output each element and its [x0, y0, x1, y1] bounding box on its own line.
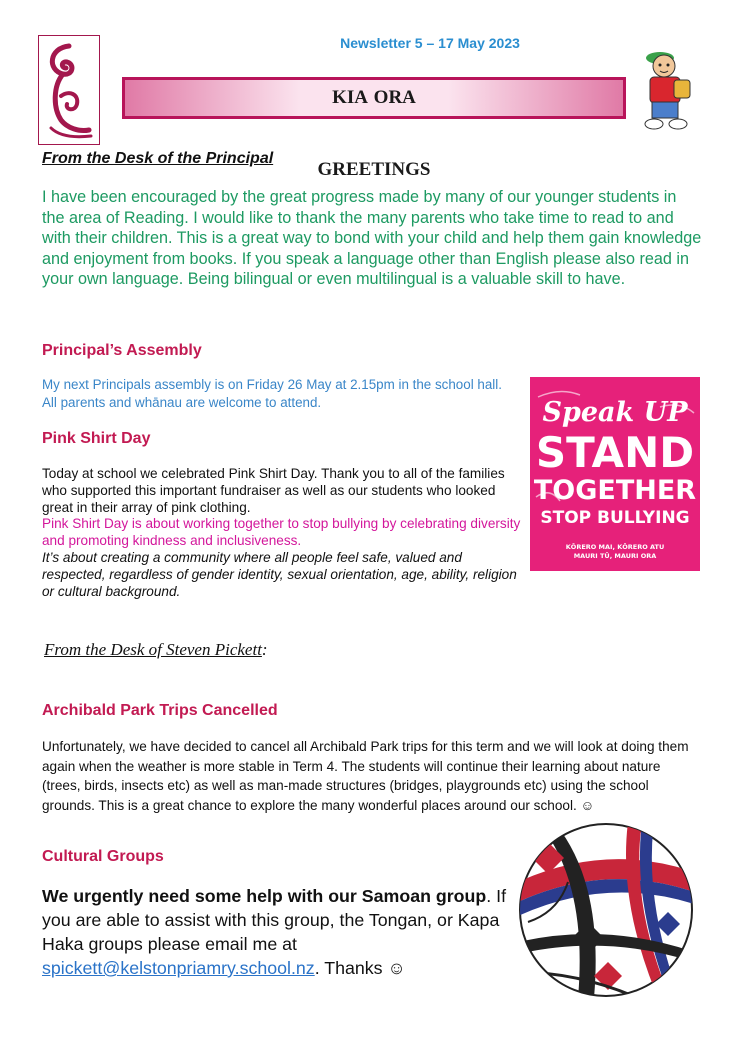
cultural-groups-heading: Cultural Groups — [42, 848, 164, 865]
cultural-thanks: . Thanks ☺ — [314, 958, 406, 978]
cultural-body-text: . If you are able to assist with this group, the Tongan, or Kapa Haka groups please email me at — [42, 886, 507, 954]
banner-greetings: GREETINGS — [317, 159, 431, 180]
cultural-groups-text — [42, 884, 522, 980]
principal-intro: I have been encouraged by the great progress made by many of our younger students in the area of Reading. I would like to thank the many parents who take time to read to and with their children. This is a great way to bond with your child and help them gain knowledge and enjoyment from books. If you speak a language other than English please also read in your own language. Being bilingual or even multilingual is a valuable skill to have. — [42, 188, 702, 289]
archibald-heading: Archibald Park Trips Cancelled — [42, 702, 278, 719]
pink-shirt-para-1: Today at school we celebrated Pink Shirt Day. Thank you to all of the families who supported this important fundraiser as well as our students who looked great in their array of pink clothing. — [42, 466, 505, 515]
pickett-heading — [44, 640, 268, 660]
poster-line-5: KŌRERO MAI, KŌRERO ATU — [565, 543, 665, 551]
pink-shirt-para-2: Pink Shirt Day is about working together to stop bullying by celebrating diversity and promoting kindness and inclusiveness. — [42, 516, 521, 549]
pink-shirt-para-3: It’s about creating a community where all people feel safe, valued and respected, regardless of gender identity, sexual orientation, age, ability, religion or cultural background. — [42, 549, 517, 599]
poster-line-4: STOP BULLYING — [540, 508, 690, 528]
poster-line-3: TOGETHER — [533, 475, 697, 506]
pickett-heading-colon: : — [261, 640, 268, 659]
principal-heading: From the Desk of the Principal — [42, 150, 274, 167]
banner-kia-ora: KIA ORA — [332, 87, 416, 108]
cartoon-student-image — [640, 46, 702, 132]
pacific-pattern-circle-image — [518, 822, 694, 998]
pickett-heading-text: From the Desk of Steven Pickett — [44, 640, 262, 659]
cultural-bold-text: We urgently need some help with our Samoan group — [42, 886, 487, 906]
poster-line-1: Speak UP — [542, 397, 688, 428]
newsletter-date: Newsletter 5 – 17 May 2023 — [340, 35, 520, 51]
assembly-heading: Principal’s Assembly — [42, 342, 202, 359]
pink-shirt-poster — [530, 377, 700, 571]
poster-line-6: MAURI TŪ, MAURI ORA — [573, 552, 657, 560]
pink-shirt-heading: Pink Shirt Day — [42, 430, 151, 447]
assembly-text: My next Principals assembly is on Friday 26 May at 2.15pm in the school hall. All parents and whānau are welcome to attend. — [42, 377, 502, 410]
email-link[interactable]: spickett@kelstonpriamry.school.nz — [42, 958, 315, 978]
archibald-text: Unfortunately, we have decided to cancel all Archibald Park trips for this term and we will look at doing them again when the weather is more stable in Term 4. The students will continue their learning about nature (trees, birds, insects etc) as well as man-made structures (bridges, playgrounds etc) using the school grounds. This is a great chance to explore the many wonderful places around our school. ☺ — [42, 739, 689, 813]
school-logo — [38, 35, 100, 145]
poster-line-2: STAND — [535, 428, 695, 477]
pink-shirt-text — [42, 466, 522, 600]
